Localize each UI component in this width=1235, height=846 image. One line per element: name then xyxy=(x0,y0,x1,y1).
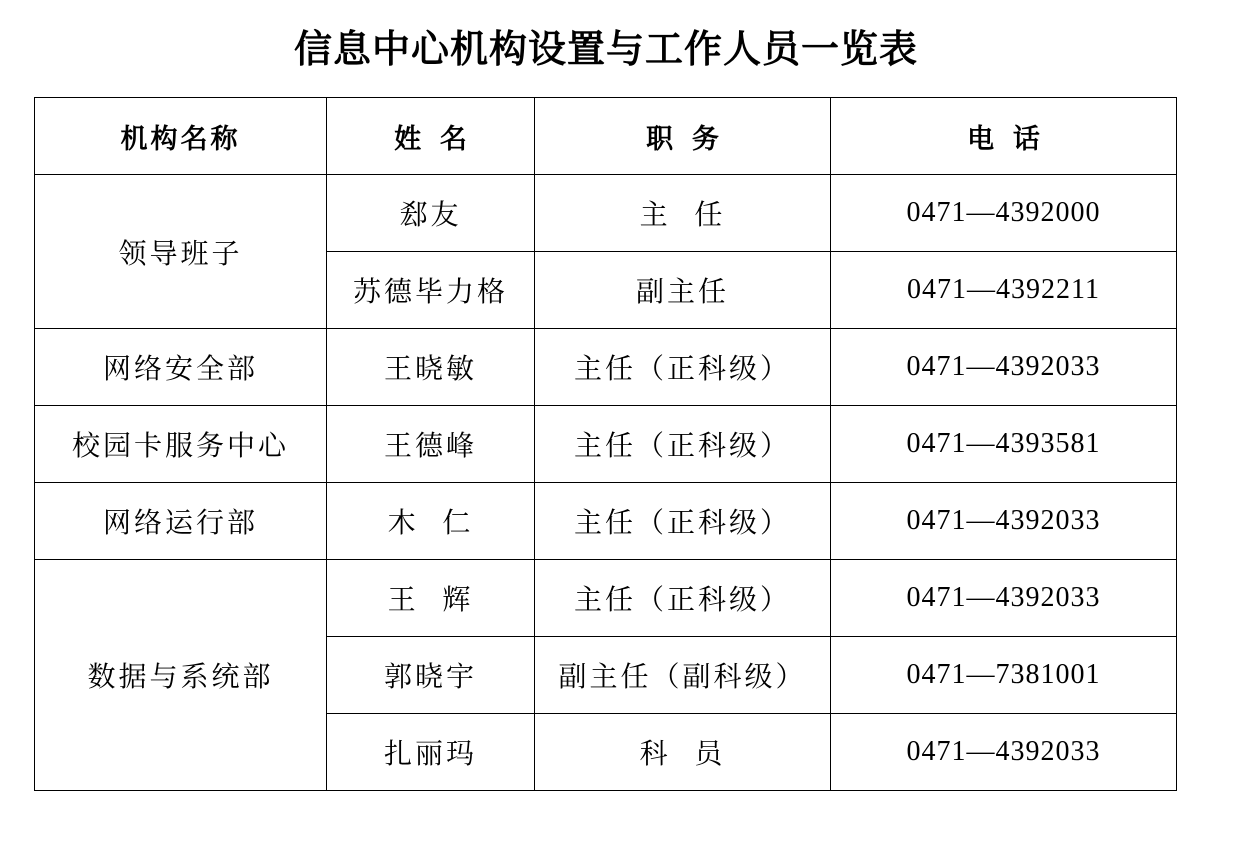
phone-cell: 0471—4392033 xyxy=(831,714,1177,791)
title-cell: 副主任 xyxy=(535,252,831,329)
phone-cell: 0471—4392033 xyxy=(831,329,1177,406)
header-org: 机构名称 xyxy=(35,98,327,175)
table-row xyxy=(35,406,1177,483)
title-cell: 主任（正科级） xyxy=(535,406,831,483)
table-row xyxy=(35,483,1177,560)
org-cell: 网络安全部 xyxy=(35,329,327,406)
name-cell: 王 辉 xyxy=(327,560,535,637)
name-cell: 扎丽玛 xyxy=(327,714,535,791)
phone-cell: 0471—7381001 xyxy=(831,637,1177,714)
page-title: 信息中心机构设置与工作人员一览表 xyxy=(293,27,918,71)
title-cell: 科 员 xyxy=(535,714,831,791)
staff-table xyxy=(34,97,1177,791)
phone-cell: 0471—4392033 xyxy=(831,483,1177,560)
phone-cell: 0471—4392211 xyxy=(831,252,1177,329)
org-cell: 数据与系统部 xyxy=(35,560,327,791)
name-cell: 木 仁 xyxy=(327,483,535,560)
org-cell: 网络运行部 xyxy=(35,483,327,560)
title-cell: 主 任 xyxy=(535,175,831,252)
org-cell: 领导班子 xyxy=(35,175,327,329)
header-phone: 电 话 xyxy=(831,98,1177,175)
title-cell: 副主任（副科级） xyxy=(535,637,831,714)
header-name: 姓 名 xyxy=(327,98,535,175)
header-row xyxy=(35,98,1177,175)
table-row xyxy=(35,560,1177,637)
title-cell: 主任（正科级） xyxy=(535,560,831,637)
name-cell: 王晓敏 xyxy=(327,329,535,406)
phone-cell: 0471—4392000 xyxy=(831,175,1177,252)
phone-cell: 0471—4392033 xyxy=(831,560,1177,637)
name-cell: 王德峰 xyxy=(327,406,535,483)
table-row xyxy=(35,175,1177,252)
header-title: 职 务 xyxy=(535,98,831,175)
title-cell: 主任（正科级） xyxy=(535,483,831,560)
org-cell: 校园卡服务中心 xyxy=(35,406,327,483)
name-cell: 郄友 xyxy=(327,175,535,252)
name-cell: 郭晓宇 xyxy=(327,637,535,714)
title-cell: 主任（正科级） xyxy=(535,329,831,406)
phone-cell: 0471—4393581 xyxy=(831,406,1177,483)
name-cell: 苏德毕力格 xyxy=(327,252,535,329)
table-row xyxy=(35,329,1177,406)
